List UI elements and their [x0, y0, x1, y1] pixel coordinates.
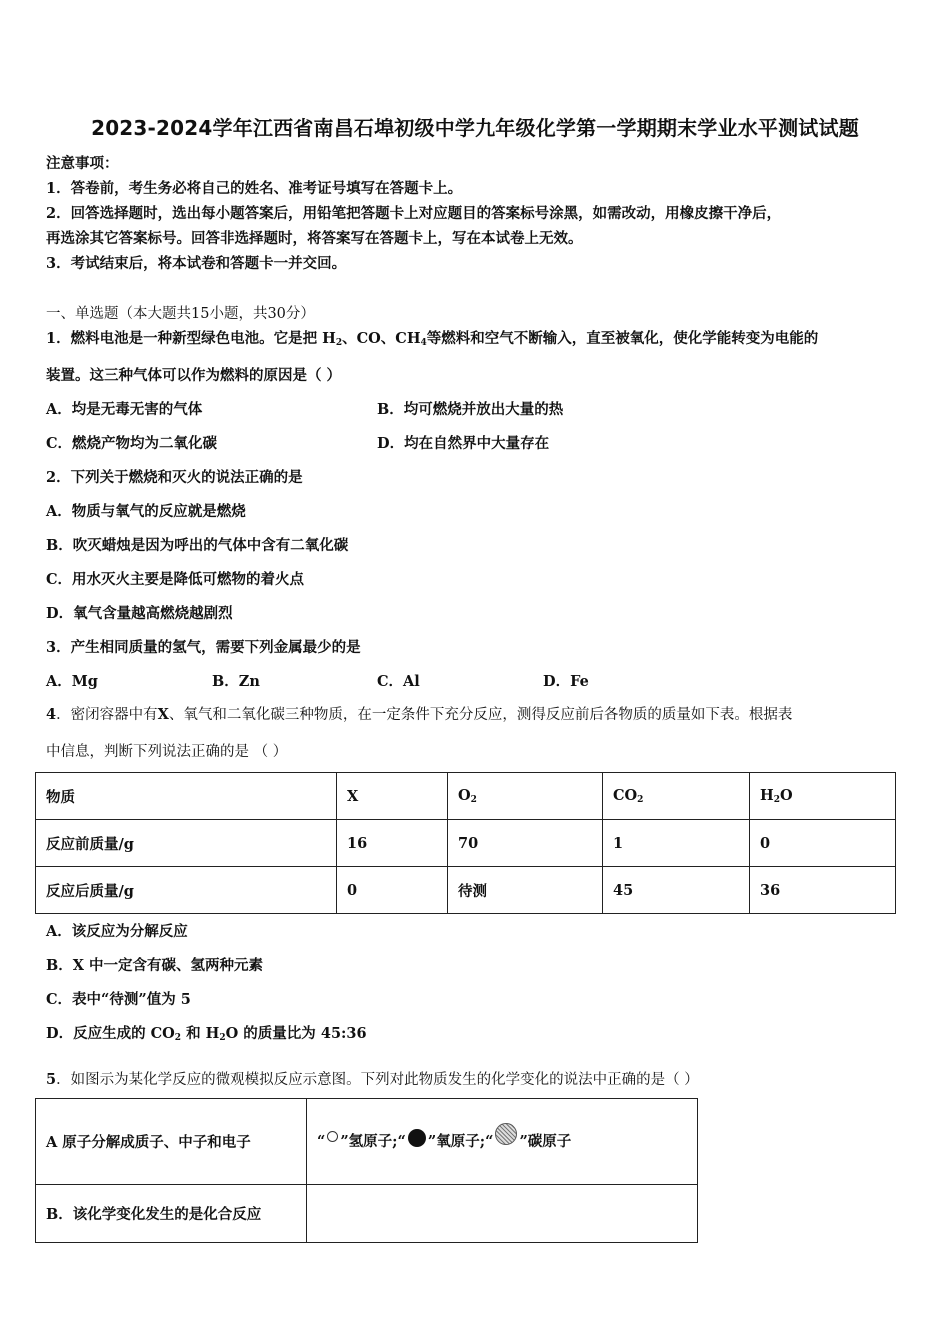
q1-option-d: D．均在自然界中大量存在	[377, 435, 550, 452]
table-row	[36, 1099, 698, 1185]
q5-number: 5	[46, 1071, 57, 1088]
subscript: 2	[174, 1033, 182, 1043]
legend-text: ”碳原子	[519, 1133, 572, 1150]
table-cell-empty	[307, 1185, 698, 1243]
table-row	[36, 867, 896, 914]
subscript: 2	[470, 795, 477, 805]
q4-option-d-part: 和 H	[181, 1025, 220, 1042]
q4-option-d-part: O 的质量比为 45:36	[225, 1025, 367, 1042]
table-cell: 0	[337, 867, 448, 914]
table-cell: 0	[750, 820, 896, 867]
q3-option-b: B．Zn	[212, 673, 260, 690]
q4-option-b: B．X 中一定含有碳、氢两种元素	[46, 957, 264, 974]
table-row	[36, 820, 896, 867]
q4-number: 4	[46, 706, 57, 723]
table-row	[36, 773, 896, 820]
q1-option-b: B．均可燃烧并放出大量的热	[377, 401, 564, 418]
q5-option-b: B．该化学变化发生的是化合反应	[36, 1185, 307, 1243]
table-cell: 70	[448, 820, 603, 867]
legend-text: ”氢原子;“	[340, 1133, 406, 1150]
table-header-cell	[448, 773, 603, 820]
notice-item: 再选涂其它答案标号。回答非选择题时，将答案写在答题卡上，写在本试卷上无效。	[46, 230, 583, 247]
table-cell: 待测	[448, 867, 603, 914]
q4-stem	[46, 703, 792, 724]
q5-table	[35, 1098, 698, 1243]
page-title: 2023-2024学年江西省南昌石埠初级中学九年级化学第一学期期末学业水平测试试题	[91, 116, 859, 140]
q3-option-c: C．Al	[377, 673, 420, 690]
q1-stem-part: 等燃料和空气不断输入，直至被氧化，使化学能转变为电能的	[426, 330, 819, 347]
q2-stem: 2．下列关于燃烧和灭火的说法正确的是	[46, 469, 303, 486]
q3-option-a: A．Mg	[46, 673, 98, 690]
notice-item: 1．答卷前，考生务必将自己的姓名、准考证号填写在答题卡上。	[46, 180, 463, 197]
subscript: 2	[335, 338, 343, 348]
table-header-cell: X	[337, 773, 448, 820]
q5-stem-text: ．如图示为某化学反应的微观模拟反应示意图。下列对此物质发生的化学变化的说法中正确的是（ ）	[56, 1072, 699, 1088]
q4-stem-line2: 中信息，判断下列说法正确的是 （ ）	[46, 744, 288, 760]
subscript: 2	[219, 1033, 226, 1043]
table-header-cell	[603, 773, 750, 820]
oxygen-atom-icon	[408, 1129, 426, 1147]
q1-stem-part: 1．燃料电池是一种新型绿色电池。它是把 H	[46, 330, 336, 347]
subscript: 2	[773, 795, 780, 805]
q1-stem-line2: 装置。这三种气体可以作为燃料的原因是（ ）	[46, 367, 342, 384]
q4-mass-table	[35, 772, 896, 914]
notice-item: 2．回答选择题时，选出每小题答案后，用铅笔把答题卡上对应题目的答案标号涂黑，如需改动，用橡皮擦干净后，	[46, 205, 782, 222]
q5-option-a: A 原子分解成质子、中子和电子	[36, 1099, 307, 1185]
notice-heading: 注意事项：	[46, 155, 119, 172]
q4-stem-part: ．密闭容器中有	[56, 707, 158, 723]
q4-option-d	[46, 1022, 367, 1043]
q5-stem	[46, 1068, 699, 1089]
q2-option-a: A．物质与氧气的反应就是燃烧	[46, 503, 246, 520]
cell-text: CO	[613, 787, 638, 804]
q5-legend	[307, 1099, 698, 1185]
q1-stem	[46, 327, 818, 348]
q4-stem-part: 、氧气和二氧化碳三种物质，在一定条件下充分反应，测得反应前后各物质的质量如下表。根据表	[168, 707, 793, 723]
table-cell: 16	[337, 820, 448, 867]
q1-option-c: C．燃烧产物均为二氧化碳	[46, 435, 218, 452]
table-header-cell	[750, 773, 896, 820]
legend-text: ”氧原子;“	[427, 1133, 494, 1150]
subscript: 2	[637, 795, 644, 805]
cell-text: O	[458, 787, 471, 804]
table-cell: 45	[603, 867, 750, 914]
q4-option-a: A．该反应为分解反应	[46, 923, 188, 940]
q2-option-d: D．氧气含量越高燃烧越剧烈	[46, 605, 233, 622]
q4-stem-part: X	[157, 706, 169, 723]
q4-option-c: C．表中“待测”值为 5	[46, 991, 191, 1008]
q3-option-d: D．Fe	[543, 673, 589, 690]
q3-stem: 3．产生相同质量的氢气，需要下列金属最少的是	[46, 639, 361, 656]
q1-option-a: A．均是无毒无害的气体	[46, 401, 203, 418]
notice-item: 3．考试结束后，将本试卷和答题卡一并交回。	[46, 255, 347, 272]
table-cell: 反应前质量/g	[36, 820, 337, 867]
table-row	[36, 1185, 698, 1243]
section-heading: 一、单选题（本大题共15小题，共30分）	[46, 306, 315, 322]
legend-text: “	[317, 1133, 326, 1150]
carbon-atom-icon	[495, 1123, 517, 1145]
table-header-cell: 物质	[36, 773, 337, 820]
q2-option-c: C．用水灭火主要是降低可燃物的着火点	[46, 571, 305, 588]
q2-option-b: B．吹灭蜡烛是因为呼出的气体中含有二氧化碳	[46, 537, 349, 554]
table-cell: 36	[750, 867, 896, 914]
cell-text: H	[760, 787, 774, 804]
subscript: 4	[420, 338, 427, 348]
table-cell: 1	[603, 820, 750, 867]
hydrogen-atom-icon	[327, 1131, 338, 1142]
cell-text: O	[779, 787, 793, 804]
q4-option-d-part: D．反应生成的 CO	[46, 1025, 175, 1042]
q1-stem-part: 、CO、CH	[342, 330, 421, 347]
table-cell: 反应后质量/g	[36, 867, 337, 914]
